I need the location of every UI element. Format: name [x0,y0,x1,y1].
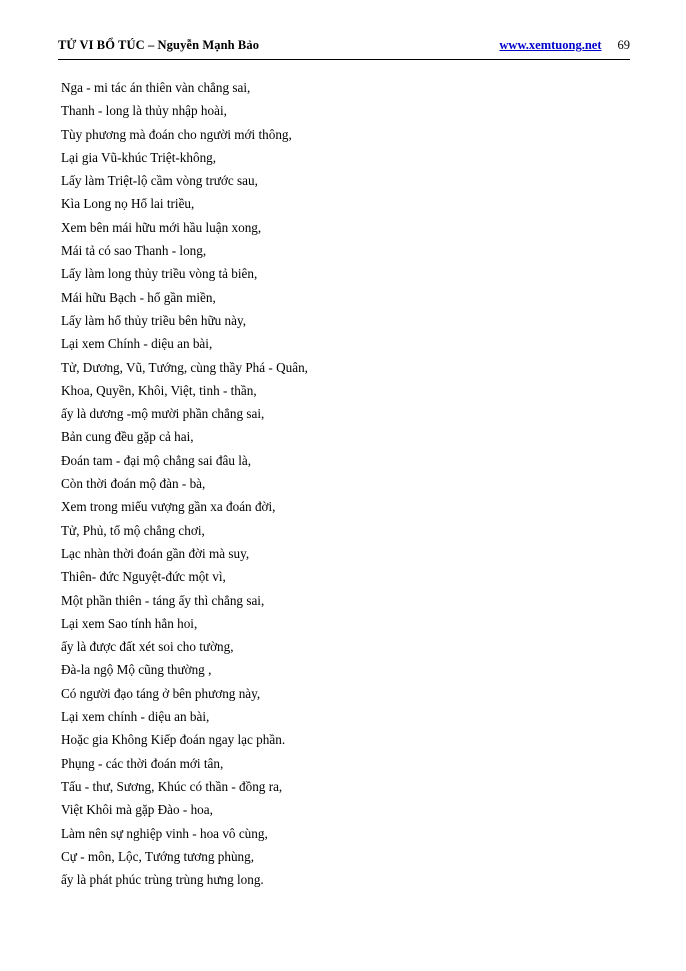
poem-line: Đoán tam - đại mộ chẳng sai đâu là, [61,452,252,468]
poem-line: Lấy làm long thủy triều vòng tả biên, [61,266,258,282]
page-header [58,38,630,60]
poem-line: Hoặc gia Không Kiếp đoán ngay lạc phần. [61,732,286,748]
poem-line: Nga - mi tác án thiên vàn chẳng sai, [61,80,251,95]
poem-line: Lại xem Sao tính hẳn hoi, [61,615,198,631]
poem-line: Kìa Long nọ Hổ lai triều, [61,196,195,212]
header-right-group [499,38,630,53]
poem-line: Thiên- đức Nguyệt-đức một vì, [61,569,226,585]
poem-line: Lấy làm Triệt-lộ cầm vòng trước sau, [61,173,258,189]
poem-line: Việt Khôi mà gặp Đào - hoa, [61,802,213,818]
poem-line: Lạc nhàn thời đoán gần đời mà suy, [61,545,250,561]
poem-line: Có người đạo táng ở bên phương này, [61,685,261,701]
poem-line: ấy là dương -mộ mười phần chẳng sai, [61,406,265,422]
poem-line: Tử, Phủ, tổ mộ chẳng chơi, [61,522,205,538]
poem-line: Làm nên sự nghiệp vinh - hoa vô cùng, [61,825,268,841]
poem-line: ấy là được đất xét soi cho tường, [61,639,234,655]
poem-line: Tấu - thư, Sương, Khúc có thần - đồng ra, [61,778,283,794]
poem-line: Một phần thiên - táng ấy thì chẳng sai, [61,592,265,608]
poem-line: Bản cung đều gặp cả hai, [61,429,194,445]
page-number: 69 [617,38,630,52]
poem-line: Tử, Dương, Vũ, Tướng, cùng thầy Phá - Quân, [61,359,308,375]
poem-line: Khoa, Quyền, Khôi, Việt, tinh - thần, [61,382,257,398]
poem-line: Phụng - các thời đoán mới tân, [61,755,224,771]
poem-line: Tùy phương mà đoán cho người mới thông, [61,126,292,142]
poem-line: Lấy làm hổ thủy triều bên hữu này, [61,312,247,328]
poem-line: Đà-la ngộ Mộ cũng thường , [61,662,212,678]
poem-line: Xem trong miếu vượng gần xa đoán đời, [61,499,276,515]
poem-body [58,76,630,891]
poem-line: Mái tả có sao Thanh - long, [61,243,207,259]
poem-line: ấy là phát phúc trùng trùng hưng long. [61,872,264,888]
poem-line: Lại xem chính - diệu an bài, [61,709,210,725]
poem-line: Lại xem Chính - diệu an bài, [61,336,213,352]
poem-line: Xem bên mái hữu mới hầu luận xong, [61,219,262,235]
poem-line: Cự - môn, Lộc, Tướng tương phùng, [61,848,255,864]
document-title: TỬ VI BỔ TÚC – Nguyễn Mạnh Bảo [58,38,260,52]
poem-line: Còn thời đoán mộ đàn - bà, [61,476,206,492]
poem-line: Thanh - long là thủy nhập hoài, [61,103,227,119]
poem-line: Lại gia Vũ-khúc Triệt-không, [61,149,217,165]
website-link[interactable]: www.xemtuong.net [499,38,602,52]
poem-line: Mái hữu Bạch - hổ gần miền, [61,289,216,305]
